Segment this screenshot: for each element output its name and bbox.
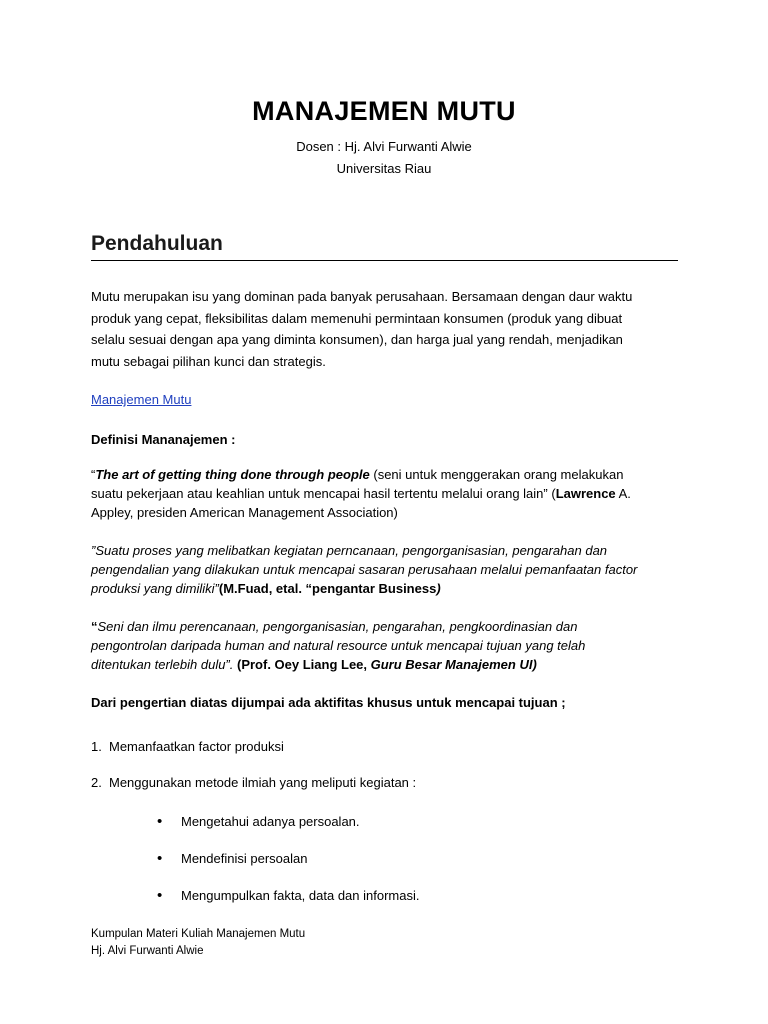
lecturer-name: Dosen : Hj. Alvi Furwanti Alwie	[296, 139, 472, 154]
bullet-icon: •	[157, 813, 163, 830]
list-item	[91, 775, 416, 790]
intro-line: selalu sesuai dengan apa yang diminta konsumen), dan harga jual yang rendah, menjadikan	[91, 332, 623, 347]
definition-2-line: pengendalian yang dilakukan untuk mencapai sasaran perusahaan melalui pemanfaatan factor	[91, 562, 638, 577]
bullet-text: Mengetahui adanya persoalan.	[181, 814, 360, 829]
definition-2-source: (M.Fuad, etal. “pengantar Business	[218, 581, 437, 596]
document-title: MANAJEMEN MUTU	[252, 96, 516, 126]
footer-line: Kumpulan Materi Kuliah Manajemen Mutu	[91, 928, 306, 940]
list-text: Memanfaatkan factor produksi	[109, 739, 284, 754]
summary-line: Dari pengertian diatas dijumpai ada aktifitas khusus untuk mencapai tujuan ;	[91, 695, 566, 710]
footer-line: Hj. Alvi Furwanti Alwie	[91, 945, 204, 957]
quote-phrase: The art of getting thing done through people	[95, 467, 370, 482]
bullet-icon: •	[157, 887, 163, 904]
intro-paragraph	[91, 286, 683, 372]
definition-3-line: Seni dan ilmu perencanaan, pengorganisasian, pengarahan, pengkoordinasian dan	[97, 619, 578, 634]
definition-3	[91, 617, 683, 674]
definition-1-line	[91, 484, 683, 503]
bullet-text: Mendefinisi persoalan	[181, 851, 308, 866]
heading-divider	[91, 260, 678, 261]
list-number: 2.	[91, 775, 102, 790]
definition-1-line: Appley, presiden American Management Association)	[91, 505, 398, 520]
author-name: Lawrence	[555, 486, 616, 501]
section-heading: Pendahuluan	[91, 232, 223, 255]
definition-3-line: ditentukan terlebih dulu”.	[91, 657, 234, 672]
definition-2-line: ”Suatu proses yang melibatkan kegiatan perncanaan, pengorganisasian, pengarahan dan	[91, 543, 608, 558]
intro-line: mutu sebagai pilihan kunci dan strategis.	[91, 353, 326, 369]
quote-translation-cont: suatu pekerjaan atau keahlian untuk mencapai hasil tertentu melalui orang lain” (	[91, 486, 556, 501]
intro-line: Mutu merupakan isu yang dominan pada banyak perusahaan. Bersamaan dengan daur waktu	[91, 289, 633, 304]
university-name: Universitas Riau	[336, 161, 432, 176]
page-footer	[91, 926, 305, 960]
author-initial: A.	[615, 486, 631, 501]
bullet-text: Mengumpulkan fakta, data dan informasi.	[181, 888, 420, 903]
quote-translation: (seni untuk menggerakan orang melakukan	[369, 467, 624, 482]
open-quote: “	[91, 467, 96, 482]
bullet-item	[157, 888, 419, 903]
manajemen-mutu-link[interactable]: Manajemen Mutu	[91, 392, 192, 407]
list-text: Menggunakan metode ilmiah yang meliputi kegiatan :	[109, 775, 417, 790]
definition-2	[91, 541, 683, 598]
open-quote: “	[91, 619, 98, 634]
definition-2-line: produksi yang dimiliki”	[91, 581, 219, 596]
definition-1	[91, 465, 683, 522]
bullet-item	[157, 814, 360, 829]
definition-3-title: Guru Besar Manajemen UI)	[367, 657, 537, 672]
definition-2-close: )	[436, 581, 441, 596]
bullet-item	[157, 851, 307, 866]
bullet-icon: •	[157, 850, 163, 867]
definition-3-line: pengontrolan daripada human and natural resource untuk mencapai tujuan yang telah	[91, 638, 586, 653]
intro-line: produk yang cepat, fleksibilitas dalam memenuhi permintaan konsumen (produk yang dibuat	[91, 310, 623, 326]
list-number: 1.	[91, 739, 102, 754]
list-item	[91, 739, 284, 754]
definition-heading: Definisi Mananajemen :	[91, 432, 236, 447]
definition-3-source: (Prof. Oey Liang Lee,	[233, 657, 368, 672]
definition-1-line	[91, 465, 683, 484]
